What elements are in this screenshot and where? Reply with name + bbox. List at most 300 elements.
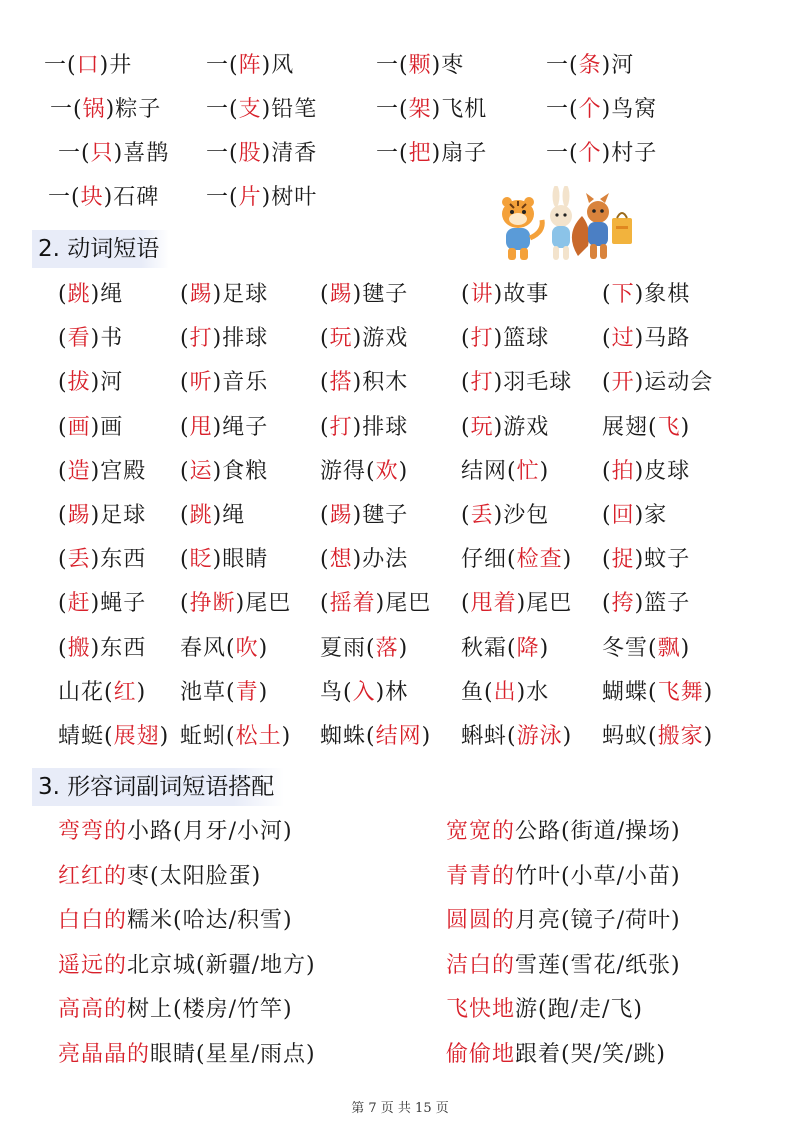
phrase-text: 蚯蚓( — [180, 724, 236, 749]
phrase-text: )树叶 — [261, 185, 318, 210]
phrase-row — [0, 812, 800, 852]
answer-text: 挎 — [611, 591, 635, 617]
phrase-text: )村子 — [601, 141, 658, 166]
phrase-item — [446, 901, 681, 941]
phrase-text: ( — [602, 326, 612, 352]
phrase-item — [320, 452, 408, 492]
answer-text: 落 — [375, 635, 399, 661]
phrase-item — [602, 629, 690, 669]
phrase-text: ( — [320, 414, 330, 440]
phrase-text: ( — [180, 282, 190, 307]
phrase-text: ( — [602, 370, 612, 396]
phrase-item — [58, 319, 123, 359]
phrase-text: ) — [562, 547, 573, 573]
phrase-text: 山花( — [58, 679, 114, 705]
phrase-text: )马路 — [634, 326, 691, 352]
answer-text: 飘 — [657, 635, 681, 661]
phrase-item — [602, 540, 690, 580]
phrase-text: )喜鹊 — [113, 141, 170, 166]
phrase-row — [0, 319, 800, 359]
answer-text: 跳 — [189, 503, 213, 528]
phrase-item — [48, 178, 159, 218]
phrase-text: 眼睛(星星/雨点) — [150, 1042, 316, 1067]
phrase-item — [206, 46, 294, 86]
phrase-text: ( — [180, 503, 190, 528]
answer-text: 架 — [408, 97, 432, 122]
phrase-item — [58, 990, 293, 1030]
answer-text: 看 — [67, 326, 91, 352]
phrase-item — [461, 673, 549, 713]
animal-mascots-illustration — [488, 186, 638, 266]
answer-text: 青青的 — [446, 863, 516, 889]
answer-text: 条 — [578, 53, 602, 78]
phrase-item — [376, 90, 487, 130]
phrase-item — [58, 496, 146, 536]
phrase-text: ) — [703, 724, 714, 749]
phrase-item — [446, 946, 681, 986]
phrase-item — [602, 363, 713, 403]
answer-text: 踢 — [329, 282, 353, 307]
phrase-text: ( — [58, 414, 68, 440]
answer-text: 把 — [408, 141, 432, 166]
phrase-text: )毽子 — [352, 282, 409, 307]
phrase-text: 蚂蚁( — [602, 724, 658, 749]
phrase-item — [58, 408, 123, 448]
phrase-item — [320, 319, 408, 359]
phrase-item — [546, 46, 634, 86]
phrase-text: 糯米(哈达/积雪) — [127, 908, 293, 934]
phrase-item — [461, 540, 572, 580]
answer-text: 打 — [189, 326, 213, 352]
phrase-item — [180, 319, 268, 359]
phrase-text: 一( — [376, 97, 409, 122]
phrase-text: ) — [680, 414, 691, 440]
phrase-text: )音乐 — [212, 370, 269, 396]
phrase-text: 一( — [50, 97, 83, 122]
phrase-text: 鸟( — [320, 679, 353, 705]
answer-text: 画 — [67, 414, 91, 440]
phrase-text: ) — [539, 635, 550, 661]
rabbit-icon — [550, 186, 572, 260]
phrase-text: )足球 — [212, 282, 269, 307]
answer-text: 打 — [470, 326, 494, 352]
phrase-text: ) — [539, 458, 550, 484]
answer-text: 忙 — [516, 458, 540, 484]
phrase-text: )排球 — [212, 326, 269, 352]
phrase-text: 一( — [48, 185, 81, 210]
phrase-text: )故事 — [493, 282, 550, 307]
phrase-text: ( — [602, 282, 612, 307]
phrase-text: 蜻蜓( — [58, 724, 114, 749]
phrase-text: ( — [602, 547, 612, 573]
phrase-text: ( — [58, 635, 68, 661]
phrase-text: )游戏 — [352, 326, 409, 352]
phrase-item — [180, 673, 268, 713]
phrase-item — [58, 857, 261, 897]
phrase-text: 月亮(镜子/荷叶) — [515, 908, 681, 934]
phrase-item — [180, 629, 268, 669]
answer-text: 踢 — [329, 503, 353, 528]
answer-text: 踢 — [67, 503, 91, 528]
phrase-item — [58, 452, 146, 492]
phrase-item — [50, 90, 161, 130]
phrase-text: ( — [180, 591, 190, 617]
answer-text: 红 — [113, 679, 137, 705]
phrase-text: 一( — [206, 141, 239, 166]
phrase-item — [602, 452, 690, 492]
phrase-item — [446, 990, 643, 1030]
answer-text: 块 — [80, 185, 104, 210]
answer-text: 挣断 — [189, 591, 236, 617]
phrase-text: )枣 — [431, 53, 465, 78]
answer-text: 搭 — [329, 370, 353, 396]
gift-bag-icon — [612, 213, 632, 244]
phrase-text: 跟着(哭/笑/跳) — [515, 1042, 667, 1067]
phrase-item — [58, 673, 146, 713]
phrase-text: )铅笔 — [261, 97, 318, 122]
tiger-icon — [502, 197, 542, 260]
phrase-item — [602, 319, 690, 359]
phrase-text: )办法 — [352, 547, 409, 573]
answer-text: 打 — [329, 414, 353, 440]
phrase-item — [180, 496, 245, 536]
phrase-text: )积木 — [352, 370, 409, 396]
answer-text: 个 — [578, 97, 602, 122]
answer-text: 飞舞 — [657, 679, 704, 705]
phrase-item — [320, 540, 408, 580]
answer-text: 过 — [611, 326, 635, 352]
answer-text: 弯弯的 — [58, 819, 128, 844]
phrase-item — [446, 857, 681, 897]
answer-text: 游泳 — [516, 724, 563, 749]
answer-text: 捉 — [611, 547, 635, 573]
phrase-text: ( — [180, 547, 190, 573]
phrase-text: )运动会 — [634, 370, 714, 396]
phrase-item — [320, 717, 431, 757]
answer-text: 摇着 — [329, 591, 376, 617]
answer-text: 听 — [189, 370, 213, 396]
phrase-text: 游(跑/走/飞) — [515, 997, 644, 1023]
phrase-item — [44, 46, 132, 86]
phrase-text: 一( — [206, 185, 239, 210]
answer-text: 个 — [578, 141, 602, 166]
phrase-text: ( — [180, 458, 190, 484]
phrase-text: ( — [320, 326, 330, 352]
squirrel-icon — [572, 193, 609, 259]
phrase-text: )游戏 — [493, 414, 550, 440]
answer-text: 拍 — [611, 458, 635, 484]
phrase-text: 夏雨( — [320, 635, 376, 661]
answer-text: 赶 — [67, 591, 91, 617]
answer-text: 下 — [611, 282, 635, 307]
phrase-text: 一( — [58, 141, 91, 166]
phrase-text: ( — [461, 414, 471, 440]
answer-text: 想 — [329, 547, 353, 573]
answer-text: 支 — [238, 97, 262, 122]
phrase-item — [461, 319, 549, 359]
phrase-text: )篮子 — [634, 591, 691, 617]
phrase-text: )井 — [99, 53, 133, 78]
phrase-text: 一( — [206, 97, 239, 122]
phrase-text: 一( — [376, 141, 409, 166]
answer-text: 只 — [90, 141, 114, 166]
phrase-text: )绳子 — [212, 414, 269, 440]
phrase-item — [320, 496, 408, 536]
phrase-text: ( — [602, 591, 612, 617]
phrase-text: )绳 — [212, 503, 246, 528]
phrase-item — [206, 134, 317, 174]
answer-text: 股 — [238, 141, 262, 166]
phrase-text: 一( — [206, 53, 239, 78]
phrase-text: 公路(街道/操场) — [515, 819, 681, 844]
phrase-text: ( — [180, 370, 190, 396]
phrase-row — [0, 408, 800, 448]
phrase-item — [320, 629, 408, 669]
phrase-text: ) — [703, 679, 714, 705]
phrase-text: )风 — [261, 53, 295, 78]
answer-text: 遥远的 — [58, 952, 128, 978]
phrase-text: 树上(楼房/竹竿) — [127, 997, 293, 1023]
answer-text: 飞快地 — [446, 997, 516, 1023]
phrase-text: )画 — [90, 414, 124, 440]
phrase-text: ( — [320, 370, 330, 396]
phrase-text: ( — [320, 282, 330, 307]
phrase-item — [461, 363, 572, 403]
answer-text: 回 — [611, 503, 635, 528]
phrase-text: 一( — [376, 53, 409, 78]
phrase-item — [602, 496, 667, 536]
phrase-text: ( — [320, 547, 330, 573]
phrase-item — [602, 584, 690, 624]
phrase-item — [58, 812, 293, 852]
phrase-text: ( — [58, 370, 68, 396]
phrase-item — [602, 717, 713, 757]
phrase-text: 竹叶(小草/小苗) — [515, 863, 681, 889]
phrase-text: )尾巴 — [375, 591, 432, 617]
phrase-text: 一( — [44, 53, 77, 78]
answer-text: 偷偷地 — [446, 1042, 516, 1067]
phrase-item — [461, 275, 549, 315]
phrase-text: )足球 — [90, 503, 147, 528]
phrase-text: 枣(太阳脸蛋) — [127, 863, 262, 889]
phrase-text: ) — [398, 458, 409, 484]
answer-text: 松土 — [235, 724, 282, 749]
answer-text: 丢 — [67, 547, 91, 573]
answer-text: 高高的 — [58, 997, 128, 1023]
phrase-text: )清香 — [261, 141, 318, 166]
answer-text: 丢 — [470, 503, 494, 528]
phrase-item — [180, 408, 268, 448]
answer-text: 口 — [76, 53, 100, 78]
phrase-item — [58, 275, 123, 315]
phrase-text: ( — [58, 458, 68, 484]
phrase-text: )东西 — [90, 635, 147, 661]
answer-text: 造 — [67, 458, 91, 484]
phrase-text: ( — [461, 591, 471, 617]
phrase-row — [0, 540, 800, 580]
answer-text: 跳 — [67, 282, 91, 307]
phrase-row — [0, 857, 800, 897]
phrase-text: )石碑 — [103, 185, 160, 210]
phrase-text: ) — [258, 679, 269, 705]
answer-text: 展翅 — [113, 724, 160, 749]
phrase-item — [58, 540, 146, 580]
answer-text: 搬 — [67, 635, 91, 661]
phrase-text: 春风( — [180, 635, 236, 661]
answer-text: 入 — [352, 679, 376, 705]
phrase-item — [58, 946, 316, 986]
phrase-text: 一( — [546, 141, 579, 166]
phrase-row — [0, 363, 800, 403]
phrase-text: 一( — [546, 97, 579, 122]
phrase-text: )尾巴 — [516, 591, 573, 617]
phrase-text: )尾巴 — [235, 591, 292, 617]
phrase-row — [0, 946, 800, 986]
answer-text: 检查 — [516, 547, 563, 573]
phrase-row — [0, 673, 800, 713]
answer-text: 降 — [516, 635, 540, 661]
phrase-text: )眼睛 — [212, 547, 269, 573]
page-footer: 第 7 页 共 15 页 — [351, 1101, 449, 1116]
phrase-text: )排球 — [352, 414, 409, 440]
phrase-item — [546, 134, 657, 174]
section-heading-adjective-phrases: 3. 形容词副词短语搭配 — [32, 768, 284, 806]
phrase-text: ( — [602, 503, 612, 528]
phrase-text: ) — [562, 724, 573, 749]
phrase-item — [180, 717, 291, 757]
phrase-text: )毽子 — [352, 503, 409, 528]
phrase-text: 北京城(新疆/地方) — [127, 952, 316, 978]
phrase-text: ( — [461, 326, 471, 352]
phrase-text: ( — [180, 414, 190, 440]
phrase-row — [0, 496, 800, 536]
answer-text: 打 — [470, 370, 494, 396]
answer-text: 宽宽的 — [446, 819, 516, 844]
phrase-text: )篮球 — [493, 326, 550, 352]
phrase-row — [0, 46, 800, 86]
phrase-item — [546, 90, 657, 130]
answer-text: 开 — [611, 370, 635, 396]
phrase-text: ) — [136, 679, 147, 705]
phrase-text: ( — [320, 591, 330, 617]
phrase-text: ) — [421, 724, 432, 749]
phrase-item — [320, 363, 408, 403]
answer-text: 甩着 — [470, 591, 517, 617]
phrase-text: )食粮 — [212, 458, 269, 484]
phrase-item — [58, 584, 146, 624]
answer-text: 吹 — [235, 635, 259, 661]
phrase-text: )书 — [90, 326, 124, 352]
phrase-text: )沙包 — [493, 503, 550, 528]
phrase-item — [180, 584, 291, 624]
phrase-item — [602, 408, 690, 448]
phrase-item — [58, 901, 293, 941]
phrase-text: )绳 — [90, 282, 124, 307]
phrase-text: 一( — [546, 53, 579, 78]
phrase-item — [206, 90, 317, 130]
phrase-text: ( — [602, 458, 612, 484]
phrase-row — [0, 717, 800, 757]
phrase-text: 蝴蝶( — [602, 679, 658, 705]
answer-text: 片 — [238, 185, 262, 210]
phrase-item — [58, 717, 169, 757]
phrase-item — [602, 673, 713, 713]
phrase-item — [180, 363, 268, 403]
answer-text: 踢 — [189, 282, 213, 307]
phrase-text: )粽子 — [105, 97, 162, 122]
phrase-text: )东西 — [90, 547, 147, 573]
phrase-text: 鱼( — [461, 679, 494, 705]
phrase-text: )河 — [601, 53, 635, 78]
phrase-text: ) — [680, 635, 691, 661]
answer-text: 玩 — [470, 414, 494, 440]
phrase-text: )宫殿 — [90, 458, 147, 484]
phrase-item — [180, 540, 268, 580]
answer-text: 飞 — [657, 414, 681, 440]
answer-text: 运 — [189, 458, 213, 484]
answer-text: 锅 — [82, 97, 106, 122]
phrase-text: ) — [398, 635, 409, 661]
phrase-item — [461, 452, 549, 492]
answer-text: 圆圆的 — [446, 908, 516, 934]
answer-text: 搬家 — [657, 724, 704, 749]
phrase-text: 冬雪( — [602, 635, 658, 661]
phrase-item — [58, 1035, 316, 1075]
phrase-text: 雪莲(雪花/纸张) — [515, 952, 681, 978]
phrase-text: )羽毛球 — [493, 370, 573, 396]
phrase-item — [58, 134, 169, 174]
phrase-text: 小路(月牙/小河) — [127, 819, 293, 844]
answer-text: 拔 — [67, 370, 91, 396]
phrase-text: ( — [461, 503, 471, 528]
phrase-text: 仔细( — [461, 547, 517, 573]
answer-text: 阵 — [238, 53, 262, 78]
phrase-text: ) — [159, 724, 170, 749]
phrase-item — [320, 275, 408, 315]
phrase-text: ( — [58, 547, 68, 573]
answer-text: 红红的 — [58, 863, 128, 889]
answer-text: 讲 — [470, 282, 494, 307]
phrase-text: ( — [58, 282, 68, 307]
answer-text: 青 — [235, 679, 259, 705]
phrase-row — [0, 452, 800, 492]
phrase-row — [0, 178, 800, 218]
phrase-row — [0, 584, 800, 624]
phrase-text: ( — [461, 370, 471, 396]
phrase-text: ) — [281, 724, 292, 749]
phrase-text: )家 — [634, 503, 668, 528]
phrase-text: )河 — [90, 370, 124, 396]
phrase-text: )象棋 — [634, 282, 691, 307]
answer-text: 白白的 — [58, 908, 128, 934]
phrase-item — [446, 812, 681, 852]
answer-text: 亮晶晶的 — [58, 1042, 151, 1067]
phrase-text: )水 — [516, 679, 550, 705]
phrase-row — [0, 275, 800, 315]
phrase-text: 秋霜( — [461, 635, 517, 661]
section-heading-verb-phrases: 2. 动词短语 — [32, 230, 169, 268]
phrase-row — [0, 1035, 800, 1075]
phrase-item — [58, 629, 146, 669]
phrase-item — [58, 363, 123, 403]
phrase-item — [180, 452, 268, 492]
answer-text: 甩 — [189, 414, 213, 440]
phrase-text: )林 — [375, 679, 409, 705]
phrase-text: )蝇子 — [90, 591, 147, 617]
phrase-text: )扇子 — [431, 141, 488, 166]
phrase-item — [461, 496, 549, 536]
phrase-item — [376, 134, 487, 174]
